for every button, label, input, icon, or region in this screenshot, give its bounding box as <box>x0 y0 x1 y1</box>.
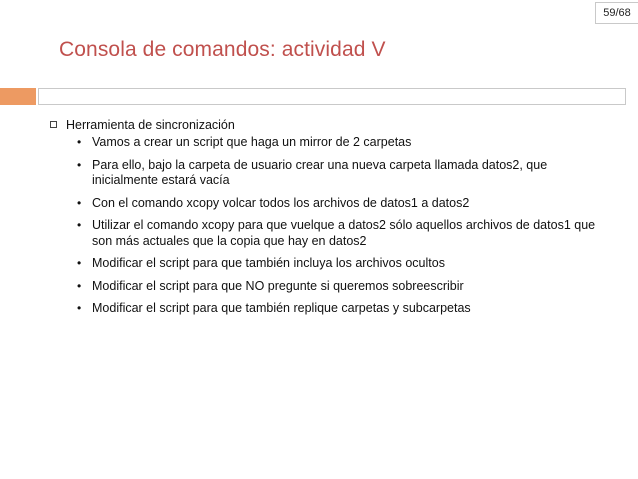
bullet-heading-text: Herramienta de sincronización <box>66 118 235 132</box>
list-item-text: Modificar el script para que también incluya los archivos ocultos <box>92 256 445 270</box>
sub-bullet-list <box>48 135 608 317</box>
list-item-text: Modificar el script para que también replique carpetas y subcarpetas <box>92 301 471 315</box>
list-item <box>48 256 608 272</box>
list-item <box>48 218 608 249</box>
list-item-text: Utilizar el comando xcopy para que vuelque a datos2 sólo aquellos archivos de datos1 que son más actuales que la copia que hay en datos2 <box>92 218 596 248</box>
title-underline-bar <box>38 88 626 105</box>
bullet-heading <box>48 118 608 133</box>
list-item-text: Para ello, bajo la carpeta de usuario crear una nueva carpeta llamada datos2, que inicialmente estará vacía <box>92 157 548 187</box>
bullet-dot-icon: • <box>77 195 82 210</box>
square-bullet-icon <box>50 121 57 128</box>
list-item <box>48 135 608 151</box>
bullet-dot-icon: • <box>77 157 82 172</box>
page-number: 59/68 <box>595 2 638 24</box>
list-item <box>48 279 608 295</box>
list-item-text: Vamos a crear un script que haga un mirror de 2 carpetas <box>92 135 412 149</box>
bullet-dot-icon: • <box>77 135 82 149</box>
list-item-text: Con el comando xcopy volcar todos los archivos de datos1 a datos2 <box>92 195 470 210</box>
bullet-dot-icon: • <box>77 218 82 232</box>
bullet-dot-icon: • <box>77 278 82 293</box>
slide-content <box>48 118 608 324</box>
slide-title: Consola de comandos: actividad V <box>59 38 386 61</box>
title-accent-bar <box>0 88 36 105</box>
bullet-dot-icon: • <box>77 256 82 270</box>
list-item <box>48 301 608 317</box>
list-item <box>48 196 608 212</box>
list-item <box>48 158 608 189</box>
list-item-text: Modificar el script para que NO pregunte si queremos sobreescribir <box>92 278 464 293</box>
bullet-dot-icon: • <box>77 301 82 315</box>
